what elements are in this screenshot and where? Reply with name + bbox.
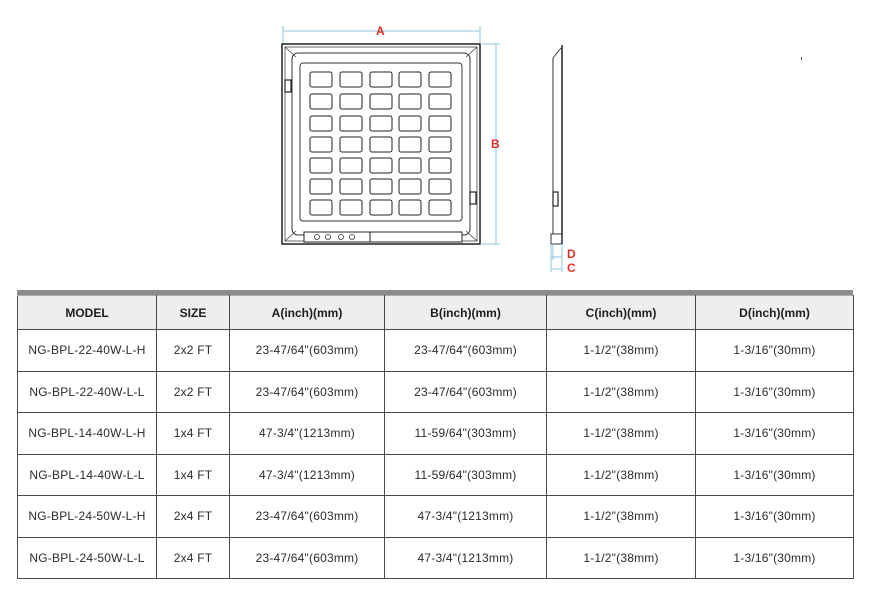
cell-model: NG-BPL-24-50W-L-H — [18, 496, 157, 538]
spec-table — [17, 295, 854, 579]
cell-b: 47-3/4"(1213mm) — [385, 537, 547, 579]
cell-c: 1-1/2"(38mm) — [547, 454, 696, 496]
cell-a: 47-3/4"(1213mm) — [230, 454, 385, 496]
cell-size: 2x2 FT — [157, 330, 230, 372]
cell-model: NG-BPL-14-40W-L-L — [18, 454, 157, 496]
header-c: C(inch)(mm) — [547, 296, 696, 330]
cell-c: 1-1/2"(38mm) — [547, 537, 696, 579]
table-row — [18, 371, 854, 413]
cell-d: 1-3/16"(30mm) — [696, 413, 854, 455]
cell-d: 1-3/16"(30mm) — [696, 371, 854, 413]
cell-size: 1x4 FT — [157, 454, 230, 496]
table-row — [18, 496, 854, 538]
cell-size: 2x4 FT — [157, 496, 230, 538]
panel-side-view-drawing — [551, 45, 562, 272]
cell-size: 1x4 FT — [157, 413, 230, 455]
cell-b: 23-47/64"(603mm) — [385, 371, 547, 413]
cell-model: NG-BPL-24-50W-L-L — [18, 537, 157, 579]
table-row — [18, 537, 854, 579]
cell-c: 1-1/2"(38mm) — [547, 413, 696, 455]
cell-d: 1-3/16"(30mm) — [696, 496, 854, 538]
cell-model: NG-BPL-22-40W-L-H — [18, 330, 157, 372]
header-d: D(inch)(mm) — [696, 296, 854, 330]
cell-size: 2x4 FT — [157, 537, 230, 579]
cell-size: 2x2 FT — [157, 371, 230, 413]
table-row — [18, 330, 854, 372]
dimension-b-label: B — [491, 137, 500, 151]
cell-b: 11-59/64"(303mm) — [385, 454, 547, 496]
dimension-a-label: A — [376, 24, 385, 38]
cell-d: 1-3/16"(30mm) — [696, 330, 854, 372]
cell-model: NG-BPL-14-40W-L-H — [18, 413, 157, 455]
cell-b: 11-59/64"(303mm) — [385, 413, 547, 455]
cell-a: 23-47/64"(603mm) — [230, 371, 385, 413]
table-row — [18, 413, 854, 455]
cell-b: 23-47/64"(603mm) — [385, 330, 547, 372]
table-row — [18, 454, 854, 496]
panel-front-view-drawing — [0, 0, 878, 285]
cell-d: 1-3/16"(30mm) — [696, 537, 854, 579]
header-b: B(inch)(mm) — [385, 296, 547, 330]
header-model: MODEL — [18, 296, 157, 330]
cell-d: 1-3/16"(30mm) — [696, 454, 854, 496]
table-header-row — [18, 296, 854, 330]
cell-a: 23-47/64"(603mm) — [230, 537, 385, 579]
dimension-c-label: C — [567, 261, 576, 275]
header-size: SIZE — [157, 296, 230, 330]
header-a: A(inch)(mm) — [230, 296, 385, 330]
cell-b: 47-3/4"(1213mm) — [385, 496, 547, 538]
technical-drawing — [0, 0, 878, 285]
cell-c: 1-1/2"(38mm) — [547, 371, 696, 413]
cell-c: 1-1/2"(38mm) — [547, 330, 696, 372]
cell-a: 23-47/64"(603mm) — [230, 330, 385, 372]
stray-mark — [801, 57, 802, 60]
cell-c: 1-1/2"(38mm) — [547, 496, 696, 538]
cell-model: NG-BPL-22-40W-L-L — [18, 371, 157, 413]
dimension-d-label: D — [567, 247, 576, 261]
cell-a: 23-47/64"(603mm) — [230, 496, 385, 538]
cell-a: 47-3/4"(1213mm) — [230, 413, 385, 455]
